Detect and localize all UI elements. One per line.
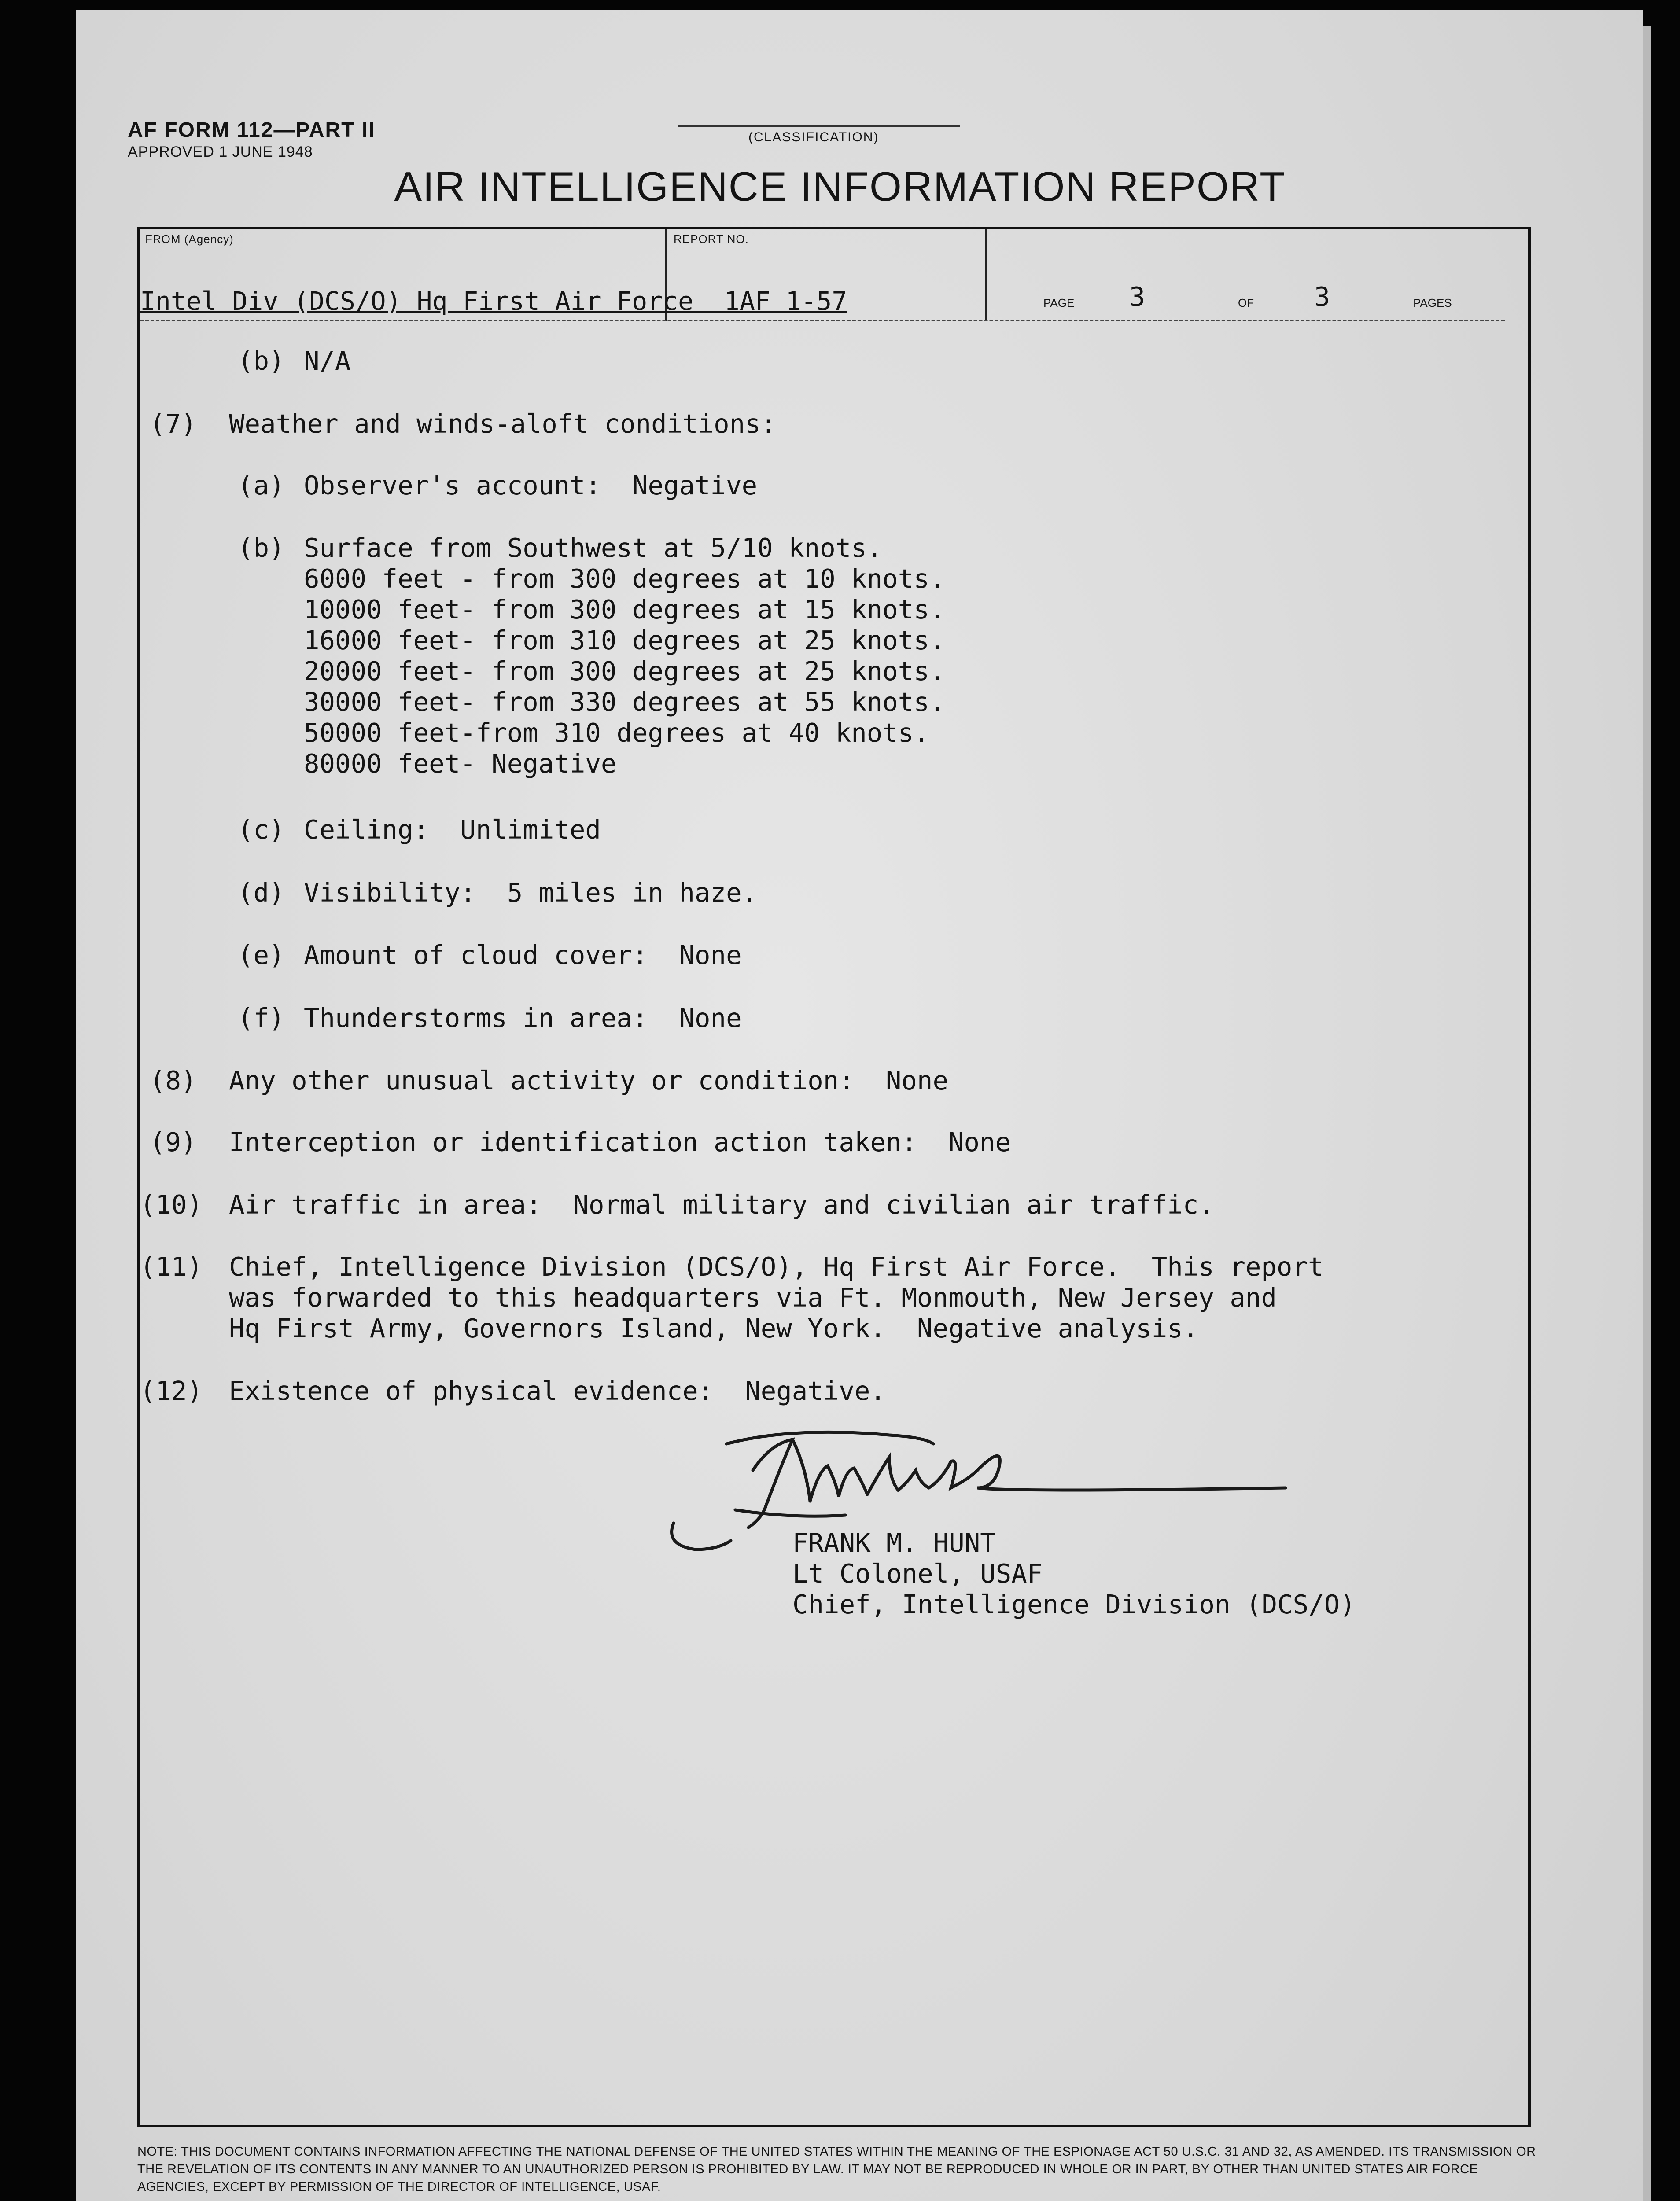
item-marker: (a) (238, 470, 285, 501)
item-marker: (8) (150, 1065, 197, 1096)
winds-aloft-line: Surface from Southwest at 5/10 knots. (304, 533, 883, 563)
item-marker: (b) (238, 346, 285, 376)
item-marker: (f) (238, 1003, 285, 1033)
form-approved-date: APPROVED 1 JUNE 1948 (128, 144, 313, 160)
header-rule (140, 320, 1505, 321)
item-text: Observer's account: Negative (304, 470, 758, 501)
item-marker: (9) (150, 1127, 197, 1157)
winds-aloft-line: 6000 feet - from 300 degrees at 10 knots. (304, 563, 945, 594)
item-text: Existence of physical evidence: Negative. (229, 1376, 886, 1406)
from-value: Intel Div (DCS/O) Hq First Air Force 1AF 1-57 (140, 286, 847, 316)
item-marker: (c) (238, 814, 285, 845)
total-pages: 3 (1314, 282, 1330, 313)
winds-aloft-line: 80000 feet- Negative (304, 748, 617, 779)
report-box (137, 227, 1531, 2127)
item-heading: Weather and winds-aloft conditions: (229, 409, 777, 439)
winds-aloft-line: 50000 feet-from 310 degrees at 40 knots. (304, 718, 929, 748)
page-number: 3 (1129, 282, 1146, 313)
item-text: N/A (304, 346, 351, 376)
winds-aloft-line: 30000 feet- from 330 degrees at 55 knots. (304, 687, 945, 717)
form-number: AF FORM 112—PART II (128, 118, 376, 142)
winds-aloft-line: 20000 feet- from 300 degrees at 25 knots. (304, 656, 945, 686)
page-label: PAGE (1043, 296, 1075, 309)
classification-line-top (678, 125, 960, 127)
from-label: FROM (Agency) (145, 232, 234, 246)
report-no-label: REPORT NO. (674, 232, 749, 246)
signer-title: Chief, Intelligence Division (DCS/O) (792, 1589, 1356, 1619)
item-marker: (12) (140, 1376, 203, 1406)
item-text-line: was forwarded to this headquarters via Ft. Monmouth, New Jersey and (229, 1282, 1277, 1313)
winds-aloft-line: 10000 feet- from 300 degrees at 15 knots. (304, 594, 945, 625)
item-text: Visibility: 5 miles in haze. (304, 877, 758, 908)
item-text: Ceiling: Unlimited (304, 814, 601, 845)
security-notice: NOTE: THIS DOCUMENT CONTAINS INFORMATION AFFECTING THE NATIONAL DEFENSE OF THE UNITED STATES WITHIN THE MEANING OF THE ESPIONAGE ACT 50 U.S.C. 31 AND 32, AS AMENDED. ITS TRANSMISSION OR THE REVELATION OF ITS CONTENTS IN ANY MANNER TO AN UNAUTHORIZED PERSON IS PROHIBITED BY LAW. IT MAY NOT BE REPRODUCED IN WHOLE OR IN PART, BY OTHER THAN UNITED STATES AIR FORCE AGENCIES, EXCEPT BY PERMISSION OF THE DIRECTOR OF INTELLIGENCE, USAF. (137, 2145, 1536, 2194)
item-marker: (7) (150, 409, 197, 439)
signer-rank: Lt Colonel, USAF (792, 1558, 1043, 1589)
header-divider (985, 229, 987, 321)
item-marker: (b) (238, 533, 285, 563)
item-text: Any other unusual activity or condition: None (229, 1065, 948, 1096)
item-text: Air traffic in area: Normal military and civilian air traffic. (229, 1189, 1214, 1220)
classification-top: (CLASSIFICATION) (748, 130, 879, 144)
of-label: OF (1238, 296, 1254, 309)
signer-name: FRANK M. HUNT (792, 1527, 996, 1558)
item-text: Thunderstorms in area: None (304, 1003, 742, 1033)
item-marker: (11) (140, 1251, 203, 1282)
item-marker: (d) (238, 877, 285, 908)
item-text: Interception or identification action taken: None (229, 1127, 1011, 1157)
item-marker: (e) (238, 940, 285, 970)
item-text-line: Chief, Intelligence Division (DCS/O), Hq First Air Force. This report (229, 1251, 1324, 1282)
report-title: AIR INTELLIGENCE INFORMATION REPORT (394, 163, 1286, 210)
item-text-line: Hq First Army, Governors Island, New York. Negative analysis. (229, 1313, 1199, 1343)
pages-label: PAGES (1413, 296, 1452, 309)
item-marker: (10) (140, 1189, 203, 1220)
item-text: Amount of cloud cover: None (304, 940, 742, 970)
winds-aloft-line: 16000 feet- from 310 degrees at 25 knots. (304, 625, 945, 655)
